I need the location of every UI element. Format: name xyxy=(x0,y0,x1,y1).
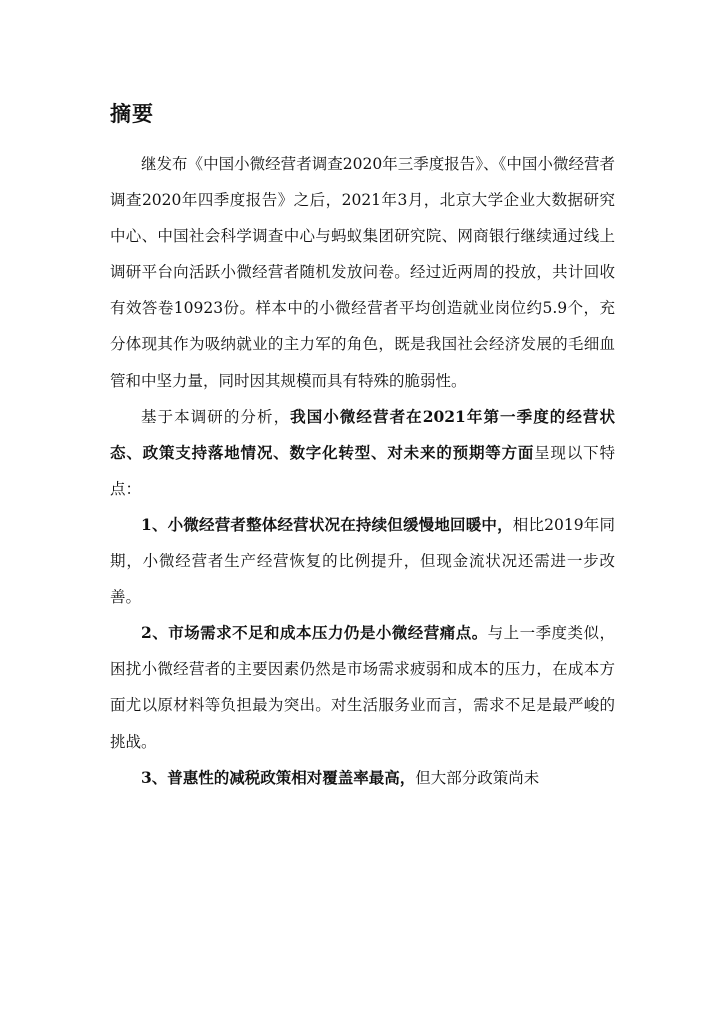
finding-1-text: 相比2019年同期，小微经营者生产经营恢复的比例提升，但现金流状况还需进一步改善。 xyxy=(110,515,615,607)
abstract-heading: 摘要 xyxy=(110,101,154,126)
paragraph-intro: 继发布《中国小微经营者调查2020年三季度报告》、《中国小微经营者调查2020年四季度报告》之后，2021年3月，北京大学企业大数据研究中心、中国社会科学调查中心与蚂蚁集团研究院、网商银行继续通过线上调研平台向活跃小微经营者随机发放问卷。经过近两周的投放，共计回收有效答卷10923份。样本中的小微经营者平均创造就业岗位约5.9个，充分体现其作为吸纳就业的主力军的角色，既是我国社会经济发展的毛细血管和中坚力量，同时因其规模而具有特殊的脆弱性。 xyxy=(110,155,615,390)
finding-1-title: 1、小微经营者整体经营状况在持续但缓慢地回暖中， xyxy=(141,514,513,534)
paragraph-emphasis: 我国小微经营者在2021年第一季度的经营状态、政策支持落地情况、数字化转型、对未来的预期等方面 xyxy=(110,406,615,462)
finding-2-title: 2、市场需求不足和成本压力仍是小微经营痛点。 xyxy=(141,623,488,643)
paragraph-lead: 基于本调研的分析， xyxy=(141,407,291,426)
paragraph-rest: 呈现以下特点： xyxy=(110,443,615,498)
paragraph-findings-intro xyxy=(110,399,615,507)
finding-3 xyxy=(110,760,615,796)
finding-2 xyxy=(110,615,615,759)
abstract-body xyxy=(110,146,615,796)
finding-3-title: 3、普惠性的减税政策相对覆盖率最高， xyxy=(141,767,416,787)
finding-1 xyxy=(110,507,615,615)
finding-3-text: 但大部分政策尚未 xyxy=(415,768,540,787)
finding-2-text: 与上一季度类似，困扰小微经营者的主要因素仍然是市场需求疲弱和成本的压力，在成本方面尤以原材料等负担最为突出。对生活服务业而言，需求不足是最严峻的挑战。 xyxy=(110,624,615,751)
